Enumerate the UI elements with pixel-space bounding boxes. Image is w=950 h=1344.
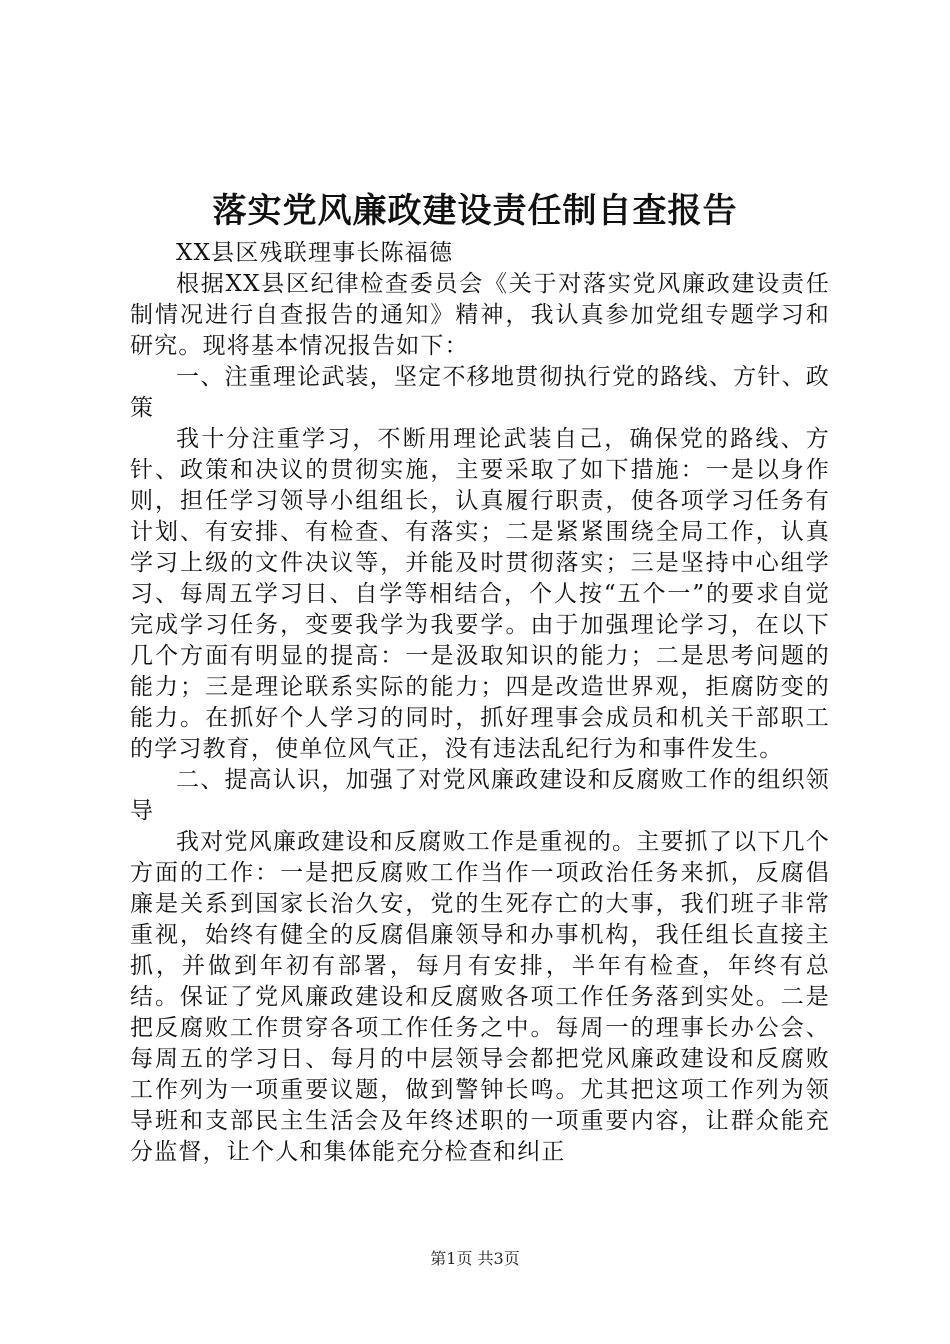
document-title: 落实党风廉政建设责任制自查报告 bbox=[212, 191, 738, 231]
author-line: XX县区残联理事长陈福德 bbox=[176, 240, 454, 266]
intro-paragraph: 根据XX县区纪律检查委员会《关于对落实党风廉政建设责任制情况进行自查报告的通知》精神，我认真参加党组专题学习和研究。现将基本情况报告如下： bbox=[130, 271, 830, 359]
section-1-paragraph: 我十分注重学习，不断用理论武装自己，确保党的路线、方针、政策和决议的贯彻实施，主要采取了如下措施：一是以身作则，担任学习领导小组组长，认真履行职责，使各项学习任务有计划、有安排、有检查、有落实；二是紧紧围绕全局工作，认真学习上级的文件决议等，并能及时贯彻落实；三是坚持中心组学习、每周五学习日、自学等相结合，个人按“五个一”的要求自觉完成学习任务，变要我学为我要学。由于加强理论学习，在以下几个方面有明显的提高：一是汲取知识的能力；二是思考问题的能力；三是理论联系实际的能力；四是改造世界观，拒腐防变的能力。在抓好个人学习的同时，抓好理事会成员和机关干部职工的学习教育，使单位风气正，没有违法乱纪行为和事件发生。 bbox=[130, 426, 830, 762]
section-heading-1: 一、注重理论武装，坚定不移地贯彻执行党的路线、方针、政策 bbox=[130, 364, 830, 421]
section-2-paragraph: 我对党风廉政建设和反腐败工作是重视的。主要抓了以下几个方面的工作：一是把反腐败工作当作一项政治任务来抓，反腐倡廉是关系到国家长治久安，党的生死存亡的大事，我们班子非常重视，始终有健全的反腐倡廉领导和办事机构，我任组长直接主抓，并做到年初有部署，每月有安排，半年有检查，年终有总结。保证了党风廉政建设和反腐败各项工作任务落到实处。二是把反腐败工作贯穿各项工作任务之中。每周一的理事长办公会、每周五的学习日、每月的中层领导会都把党风廉政建设和反腐败工作列为一项重要议题，做到警钟长鸣。尤其把这项工作列为领导班和支部民主生活会及年终述职的一项重要内容，让群众能充分监督，让个人和集体能充分检查和纠正 bbox=[130, 829, 830, 1165]
page-footer: 第1页 共3页 bbox=[430, 1249, 520, 1268]
document-body bbox=[130, 238, 830, 1168]
section-heading-2: 二、提高认识，加强了对党风廉政建设和反腐败工作的组织领导 bbox=[130, 767, 830, 824]
